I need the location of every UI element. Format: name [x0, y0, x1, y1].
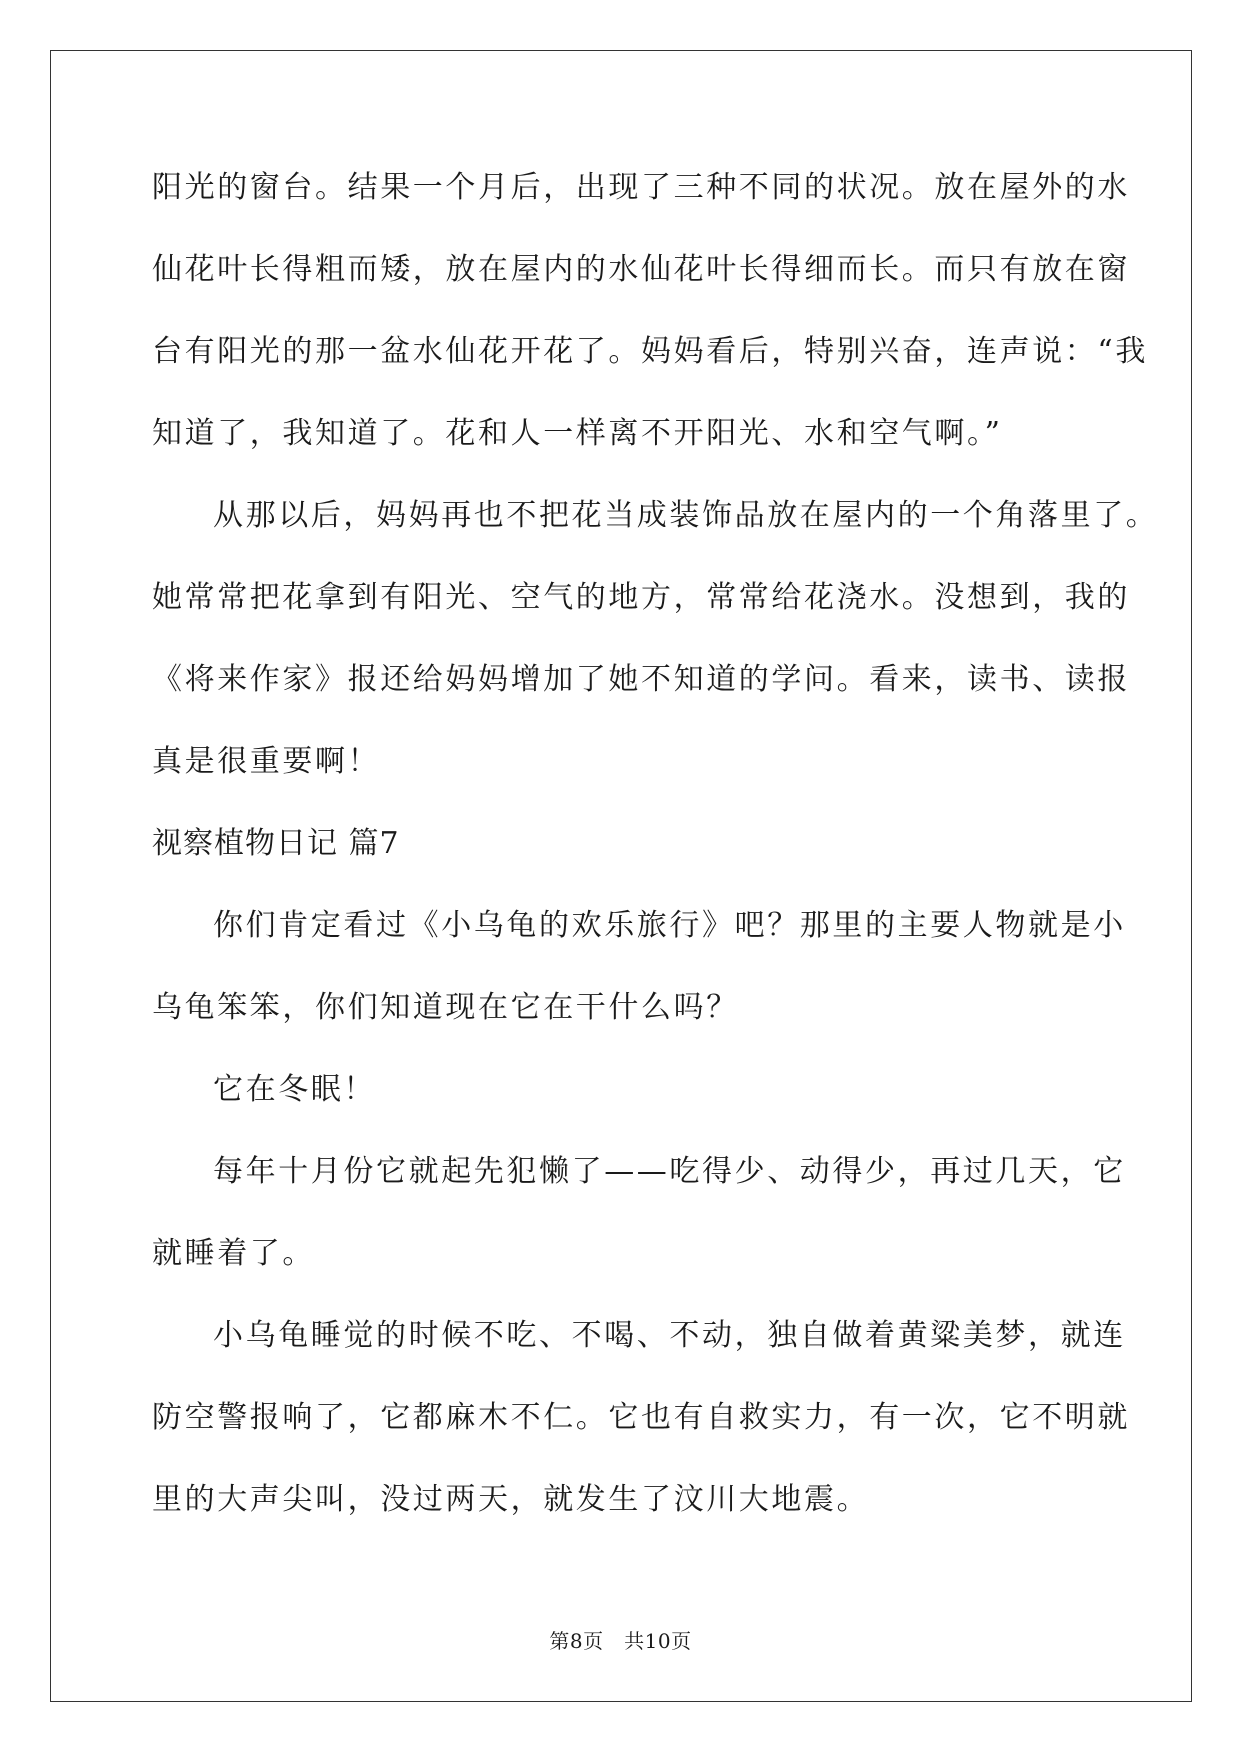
- section-heading: 视察植物日记 篇7: [152, 826, 400, 861]
- paragraph-line: 每年十月份它就起先犯懒了——吃得少、动得少，再过几天，它: [213, 1154, 1126, 1189]
- paragraph-line: 真是很重要啊！: [152, 744, 381, 779]
- paragraph-line: 你们肯定看过《小乌龟的欢乐旅行》吧？那里的主要人物就是小: [213, 908, 1126, 943]
- paragraph-line: 知道了，我知道了。花和人一样离不开阳光、水和空气啊。”: [152, 416, 1003, 451]
- paragraph-line: 就睡着了。: [152, 1236, 315, 1271]
- paragraph-line: 台有阳光的那一盆水仙花开花了。妈妈看后，特别兴奋，连声说：“我: [152, 334, 1148, 369]
- paragraph-line: 小乌龟睡觉的时候不吃、不喝、不动，独自做着黄粱美梦，就连: [213, 1318, 1126, 1353]
- paragraph-line: 里的大声尖叫，没过两天，就发生了汶川大地震。: [152, 1482, 870, 1517]
- paragraph-line: 从那以后，妈妈再也不把花当成装饰品放在屋内的一个角落里了。: [213, 498, 1159, 533]
- paragraph-line: 防空警报响了，它都麻木不仁。它也有自救实力，有一次，它不明就: [152, 1400, 1130, 1435]
- paragraph-line: 《将来作家》报还给妈妈增加了她不知道的学问。看来，读书、读报: [152, 662, 1130, 697]
- page-border: [50, 50, 1192, 1702]
- page-number-footer: 第8页 共10页: [549, 1629, 692, 1653]
- paragraph-line: 仙花叶长得粗而矮，放在屋内的水仙花叶长得细而长。而只有放在窗: [152, 252, 1130, 287]
- paragraph-line: 阳光的窗台。结果一个月后，出现了三种不同的状况。放在屋外的水: [152, 170, 1130, 205]
- paragraph-line: 乌龟笨笨，你们知道现在它在干什么吗？: [152, 990, 739, 1025]
- paragraph-line: 她常常把花拿到有阳光、空气的地方，常常给花浇水。没想到，我的: [152, 580, 1130, 615]
- paragraph-line: 它在冬眠！: [213, 1072, 376, 1107]
